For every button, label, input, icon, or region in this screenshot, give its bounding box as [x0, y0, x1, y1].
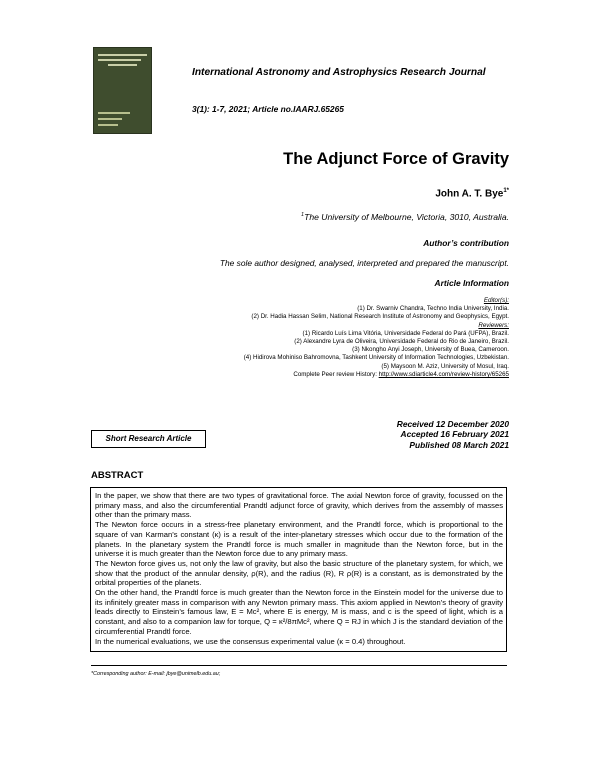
footnote-divider [91, 665, 507, 666]
article-dates [397, 419, 509, 450]
cover-title-line [98, 59, 141, 61]
journal-cover-image [93, 47, 152, 134]
reviewer-item: (4) Hidirova Mohiniso Bahromovna, Tashkent University of Information Technologies, Uzbekistan. [243, 354, 509, 362]
affiliation [301, 212, 509, 222]
editor-item: (2) Dr. Hadia Hassan Selim, National Research Institute of Astronomy and Geophysics, Egypt. [251, 313, 509, 321]
abstract-paragraph: In the numerical evaluations, we use the consensus experimental value (κ = 0.4) throughout. [95, 636, 406, 646]
author-name: John A. T. Bye [435, 188, 504, 200]
abstract-paragraph: The Newton force gives us, not only the law of gravity, but also the basic structure of the planetary system, for which, we show that the product of the annular density, ρ(R), and the radius (R), R ρ(R) is a constant, as is demonstrated by the orbital properties of the planets. [95, 558, 503, 588]
journal-name: International Astronomy and Astrophysics Research Journal [192, 67, 486, 78]
contribution-heading: Author’s contribution [423, 238, 509, 248]
review-history-label: Complete Peer review History: [293, 370, 377, 378]
review-history-link[interactable]: http://www.sdiarticle4.com/review-history/65265 [378, 370, 509, 378]
cover-footer-line [98, 118, 122, 120]
article-type-badge: Short Research Article [91, 430, 206, 448]
published-date: Published 08 March 2021 [409, 439, 509, 450]
editors-label: Editor(s): [483, 297, 509, 304]
citation: 3(1): 1-7, 2021; Article no.IAARJ.65265 [192, 104, 344, 114]
abstract-paragraph: In the paper, we show that there are two types of gravitational force. The axial Newton force of gravity, focussed on the primary mass, and also the circumferential Prandtl adjunct force of gravity, which derives from the assembly of masses other than the primary mass. [95, 491, 503, 520]
article-info-heading: Article Information [434, 278, 509, 288]
author-mark: 1* [503, 188, 509, 194]
abstract-paragraph: On the other hand, the Prandtl force is much greater than the Newton force in the Einstein model for the universe due to its infinitely greater mass in comparison with any Newton primary mass. This axiom applied in Newton’s theory of gravity leads directly to Einstein’s famous law, E = Mc², where E is energy, M is mass, and c is the speed of light, which is a constant, and also to a companion law for torque, Q = κ²/8πMc², where Q = RJ in which J is the standard deviation of the circumferential Prandtl force. [95, 588, 503, 636]
editor-item: (1) Dr. Swarniv Chandra, Techno India University, India. [357, 305, 509, 313]
cover-footer-line [98, 112, 130, 114]
cover-title-line [108, 64, 137, 66]
received-date: Received 12 December 2020 [396, 419, 509, 429]
accepted-date: Accepted 16 February 2021 [400, 429, 509, 440]
abstract-box [90, 487, 507, 652]
abstract-paragraph: The Newton force occurs in a stress-free planetary environment, and the Prandtl force, which is proportional to the square of van Karman’s constant (κ) is a result of the inter-planetary stresses which occur due to the formation of the planets. In the planetary system the Prandtl force is much smaller in magnitude than the Newton force, but in the universe it is much greater than the Newton force due to any primary mass. [95, 520, 503, 559]
contribution-text: The sole author designed, analysed, interpreted and prepared the manuscript. [219, 258, 509, 268]
reviewers-label: Reviewers: [478, 321, 509, 329]
reviewer-item: (5) Maysoon M. Aziz, University of Mosul, Iraq. [381, 362, 509, 370]
article-info [89, 297, 509, 379]
abstract-heading: ABSTRACT [91, 470, 144, 481]
cover-footer-line [98, 124, 118, 126]
corresponding-author-footnote: *Corresponding author: E-mail: jbye@unimelb.edu.au; [91, 671, 221, 677]
reviewer-item: (3) Nkongho Anyi Joseph, University of Buea, Cameroon. [352, 346, 509, 354]
author [435, 188, 509, 199]
cover-title-line [98, 54, 147, 56]
reviewer-item: (2) Alexandre Lyra de Oliveira, Universidade Federal do Rio de Janeiro, Brazil. [294, 338, 509, 346]
reviewer-item: (1) Ricardo Luís Lima Vitória, Universidade Federal do Pará (UFPA), Brazil. [302, 329, 509, 337]
review-history [89, 371, 509, 379]
affiliation-mark: 1 [301, 212, 305, 219]
paper-title: The Adjunct Force of Gravity [283, 150, 509, 168]
affiliation-text: The University of Melbourne, Victoria, 3010, Australia. [304, 212, 509, 222]
